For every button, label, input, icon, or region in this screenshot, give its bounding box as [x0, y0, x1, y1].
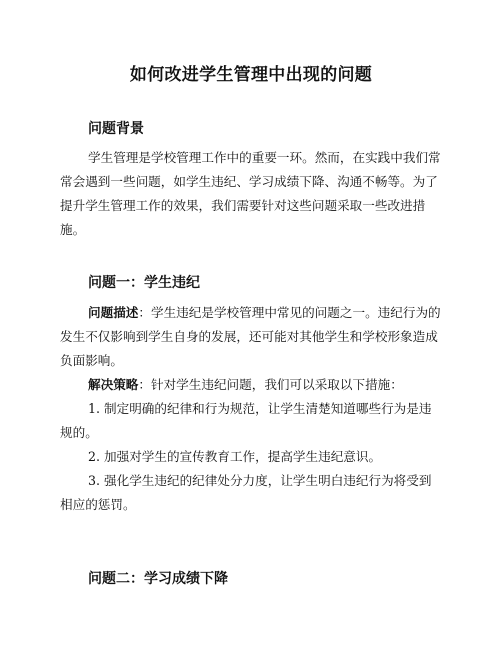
strategy-text: ：针对学生违纪问题，我们可以采取以下措施： [138, 377, 403, 392]
description-text: ：学生违纪是学校管理中常见的问题之一。违纪行为的发生不仅影响到学生自身的发展，还可能对其他学生和学校形象造成负面影响。 [60, 305, 441, 368]
strategy-item-3: 3. 强化学生违纪的纪律处分力度，让学生明白违纪行为将受到相应的惩罚。 [60, 473, 432, 512]
section-heading-issue-two: 问题二：学习成绩下降 [88, 571, 228, 587]
issue-one-strategy [60, 373, 442, 397]
description-label: 问题描述 [88, 305, 139, 320]
issue-one-description [60, 301, 442, 373]
strategy-item-1: 1. 制定明确的纪律和行为规范，让学生清楚知道哪些行为是违规的。 [60, 401, 432, 440]
background-paragraph: 学生管理是学校管理工作中的重要一环。然而，在实践中我们常常会遇到一些问题，如学生违纪、学习成绩下降、沟通不畅等。为了提升学生管理工作的效果，我们需要针对这些问题采取一些改进措施。 [60, 150, 441, 237]
strategy-label: 解决策略 [88, 377, 139, 392]
section-heading-issue-one: 问题一：学生违纪 [88, 275, 200, 291]
document-title: 如何改进学生管理中出现的问题 [129, 65, 373, 85]
strategy-item-2: 2. 加强对学生的宣传教育工作，提高学生违纪意识。 [88, 449, 382, 464]
section-heading-background: 问题背景 [88, 121, 144, 137]
